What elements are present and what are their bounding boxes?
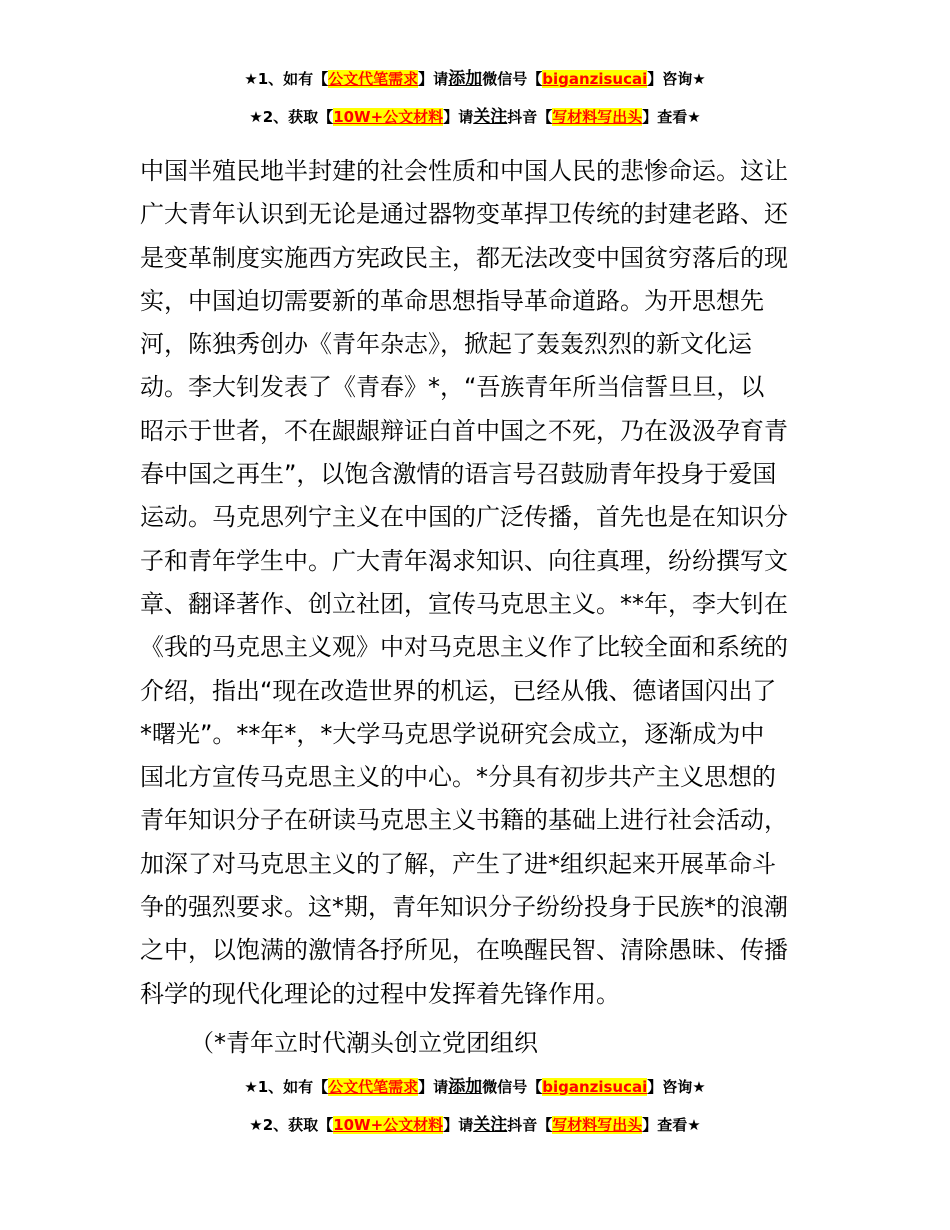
body-line: 加深了对马克思主义的了解，产生了进*组织起来开展革命斗 [140, 849, 776, 878]
promo-prefix: ★2、获取【 [249, 108, 334, 126]
body-line: *曙光”。**年*，*大学马克思学说研究会成立，逐渐成为中 [140, 719, 765, 748]
promo-emphasis: 关注 [473, 1115, 508, 1135]
promo-emphasis: 关注 [473, 107, 508, 127]
promo-text: 抖音【 [507, 1116, 553, 1134]
promo-suffix: 】咨询★ [647, 70, 706, 88]
promo-text: 】请 [443, 108, 474, 126]
body-line: 广大青年认识到无论是通过器物变革捍卫传统的封建老路、还 [140, 200, 788, 229]
promo-line-2-top [0, 106, 950, 128]
promo-highlight: biganzisucai [542, 70, 648, 88]
body-line: 春中国之再生”，以饱含激情的语言号召鼓励青年投身于爱国 [140, 460, 777, 489]
promo-text: 】请 [418, 1078, 449, 1096]
body-line: 科学的现代化理论的过程中发挥着先锋作用。 [140, 979, 620, 1008]
document-body [140, 150, 820, 1065]
promo-text: 微信号【 [482, 1078, 543, 1096]
body-line: 是变革制度实施西方宪政民主，都无法改变中国贫穷落后的现 [140, 243, 788, 272]
promo-prefix: ★2、获取【 [249, 1116, 334, 1134]
promo-emphasis: 添加 [448, 1077, 483, 1097]
promo-emphasis: 添加 [448, 69, 483, 89]
promo-prefix: ★1、如有【 [244, 70, 329, 88]
body-line: 运动。马克思列宁主义在中国的广泛传播，首先也是在知识分 [140, 503, 788, 532]
promo-text: 】请 [418, 70, 449, 88]
body-line: 国北方宣传马克思主义的中心。*分具有初步共产主义思想的 [140, 763, 776, 792]
promo-suffix: 】查看★ [642, 1116, 701, 1134]
body-line: 动。李大钊发表了《青春》*，“吾族青年所当信誓旦旦，以 [140, 373, 765, 402]
promo-highlight: 公文代笔需求 [328, 1078, 419, 1096]
body-line: 《我的马克思主义观》中对马克思主义作了比较全面和系统的 [140, 633, 788, 662]
body-line: 介绍，指出“现在改造世界的机运，已经从俄、德诸国闪出了 [140, 676, 777, 705]
promo-highlight: 10W+公文材料 [333, 108, 444, 126]
promo-highlight: biganzisucai [542, 1078, 648, 1096]
body-line: 河，陈独秀创办《青年杂志》，掀起了轰轰烈烈的新文化运 [140, 330, 752, 359]
body-line: 争的强烈要求。这*期，青年知识分子纷纷投身于民族*的浪潮 [140, 893, 788, 922]
body-line: 子和青年学生中。广大青年渴求知识、向往真理，纷纷撰写文 [140, 546, 788, 575]
promo-line-2-bottom [0, 1114, 950, 1136]
body-line: 实，中国迫切需要新的革命思想指导革命道路。为开思想先 [140, 286, 764, 315]
promo-line-1-top [0, 68, 950, 90]
promo-highlight: 写材料写出头 [552, 1116, 643, 1134]
promo-line-1-bottom [0, 1076, 950, 1098]
body-line: 青年知识分子在研读马克思主义书籍的基础上进行社会活动， [140, 806, 788, 835]
promo-text: 抖音【 [507, 108, 553, 126]
promo-highlight: 写材料写出头 [552, 108, 643, 126]
body-line: 中国半殖民地半封建的社会性质和中国人民的悲惨命运。这让 [140, 157, 788, 185]
promo-text: 微信号【 [482, 70, 543, 88]
promo-suffix: 】查看★ [642, 108, 701, 126]
promo-suffix: 】咨询★ [647, 1078, 706, 1096]
body-line: 昭示于世者，不在龈龈辩证白首中国之不死，乃在汲汲孕育青 [140, 416, 788, 445]
promo-highlight: 公文代笔需求 [328, 70, 419, 88]
body-line: 章、翻译著作、创立社团，宣传马克思主义。**年，李大钊在 [140, 589, 788, 618]
promo-text: 】请 [443, 1116, 474, 1134]
section-heading: （*青年立时代潮头创立党团组织 [190, 1028, 538, 1057]
body-line: 之中，以饱满的激情各抒所见，在唤醒民智、清除愚昧、传播 [140, 936, 788, 965]
promo-prefix: ★1、如有【 [244, 1078, 329, 1096]
promo-highlight: 10W+公文材料 [333, 1116, 444, 1134]
